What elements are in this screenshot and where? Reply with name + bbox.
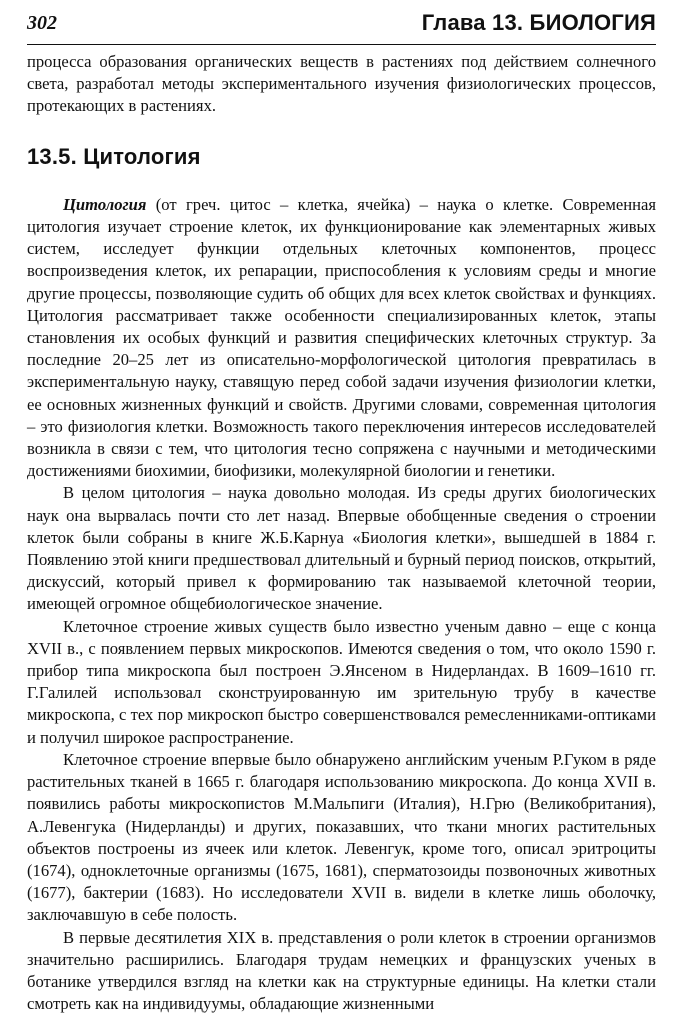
running-head bbox=[27, 6, 656, 45]
paragraph-text: (от греч. цитос – клетка, ячейка) – наука о клетке. Современная цитология изучает строение клеток, их функционирование как элементарных живых систем, исследует функции отдельных клеточных компонентов, процесс воспроизведения клеток, их репарации, приспособления к условиям среды и многие другие процессы, позволяющие судить об общих для всех клеток свойствах и функциях. Цитология рассматривает также особенности специализированных клеток, этапы становления их особых функций и развития специфических клеточных структур. За последние 20–25 лет из описательно-морфологической цитология превратилась в экспериментальную науку, ставящую перед собой задачи изучения физиологии клетки, ее основных жизненных функций и свойств. Другими словами, современная цитология – это физиология клетки. Возможность такого переключения интересов исследователей возникла в связи с тем, что цитология тесно сопряжена с научными и методическими достижениями биохимии, биофизики, молекулярной биологии и генетики. bbox=[27, 194, 656, 481]
paragraph: Клеточное строение живых существ было известно ученым давно – еще с конца XVII в., с появлением первых микроскопов. Имеются сведения о том, что около 1590 г. прибор типа микроскопа был построен Э.Янсеном в Нидерландах. В 1609–1610 гг. Г.Галилей использовал сконструированную им зрительную трубу в качестве микроскопа, с тех пор микроскоп быстро совершенствовался ремесленниками-оптиками и получил широкое распространение. bbox=[27, 616, 656, 747]
chapter-title: Глава 13. БИОЛОГИЯ bbox=[421, 10, 656, 35]
paragraph-definition bbox=[27, 194, 656, 483]
paragraph: В первые десятилетия XIX в. представления о роли клеток в строении организмов значительно расширились. Благодаря трудам немецких и французских ученых в ботанике утвердился взгляд на клетки как на структурные единицы. На клетки стали смотреть как на индивидуумы, обладающие жизненными bbox=[27, 927, 656, 1014]
defined-term: Цитология bbox=[63, 194, 147, 214]
paragraph: Клеточное строение впервые было обнаружено английским ученым Р.Гуком в ряде растительных тканей в 1665 г. благодаря использованию микроскопа. До конца XVII в. появились работы микроскопистов М.Мальпиги (Италия), Н.Грю (Великобритания), А.Левенгука (Нидерланды) и других, показавших, что ткани многих растительных объектов построены из ячеек или клеток. Левенгук, кроме того, описал эритроциты (1674), одноклеточные организмы (1675, 1681), сперматозоиды позвоночных животных (1677), бактерии (1683). Но исследователи XVII в. видели в клетке лишь оболочку, заключавшую в себе полость. bbox=[27, 749, 656, 925]
page-body bbox=[27, 51, 656, 1015]
page-number: 302 bbox=[27, 12, 57, 34]
paragraph: В целом цитология – наука довольно молодая. Из среды других биологических наук она вырвалась почти сто лет назад. Впервые обобщенные сведения о строении клеток были собраны в книге Ж.Б.Карнуа «Биология клетки», вышедшей в 1884 г. Появлению этой книги предшествовал длительный и бурный период поисков, открытий, дискуссий, который привел к формированию так называемой клеточной теории, имеющей огромное общебиологическое значение. bbox=[27, 483, 656, 614]
continued-paragraph: процесса образования органических веществ в растениях под действием солнечного света, разработал методы экспериментального изучения физиологических процессов, протекающих в растениях. bbox=[27, 52, 656, 116]
section-heading: 13.5. Цитология bbox=[27, 143, 201, 169]
